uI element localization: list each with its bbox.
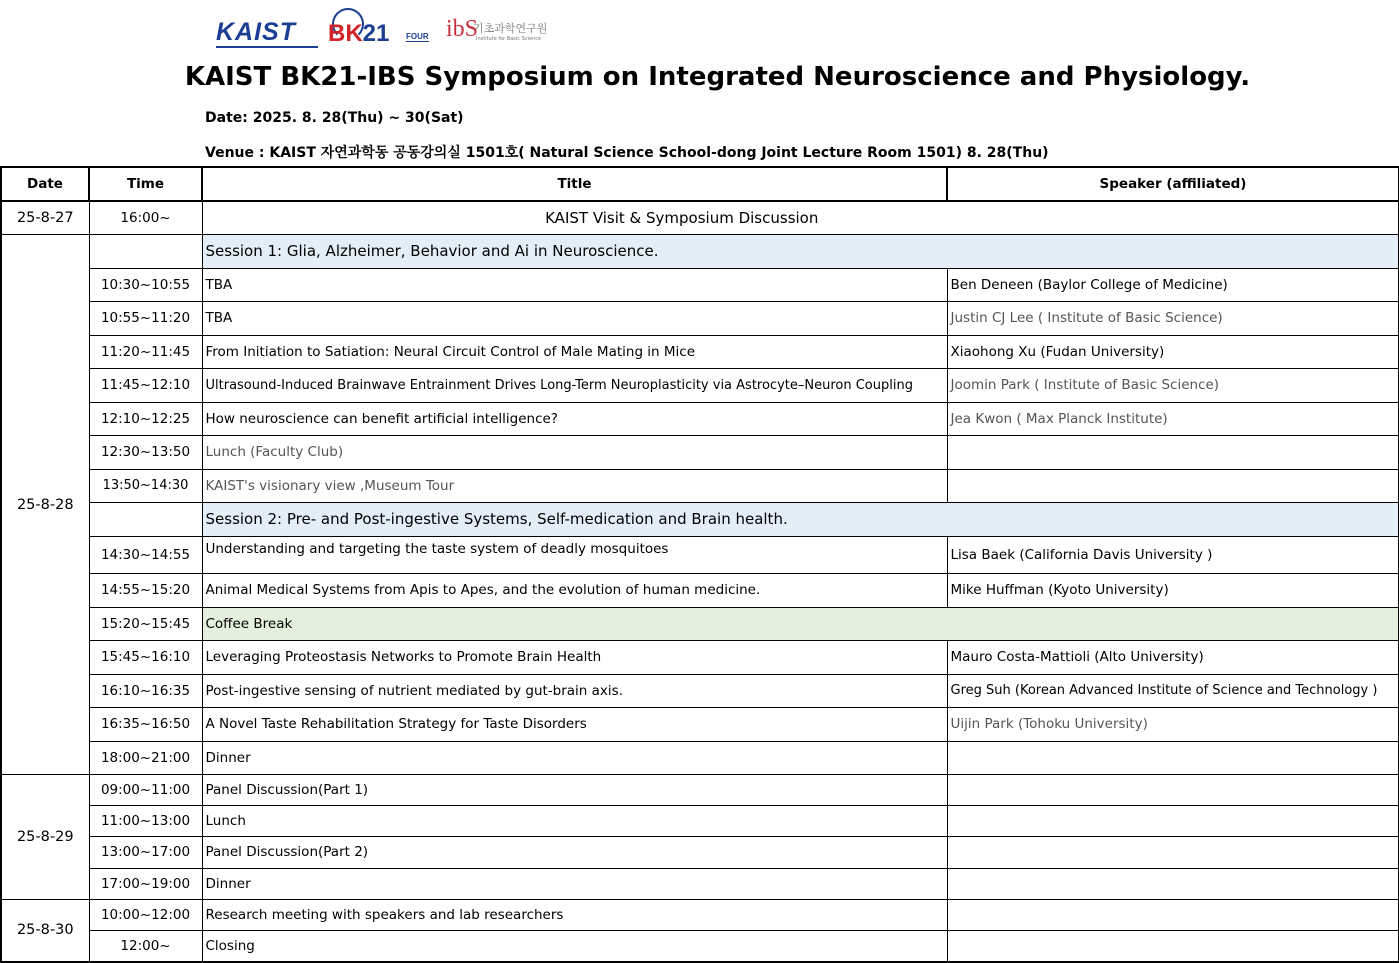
table-row xyxy=(1,930,1399,962)
title-cell: KAIST's visionary view ,Museum Tour xyxy=(202,469,947,503)
time-cell: 09:00~11:00 xyxy=(89,775,202,806)
table-row xyxy=(1,574,1399,608)
speaker-cell xyxy=(947,775,1399,806)
speaker-cell xyxy=(947,930,1399,962)
session-row xyxy=(1,503,1399,537)
speaker-cell: Justin CJ Lee ( Institute of Basic Science) xyxy=(947,302,1399,336)
bk21-four-logo: BK21 FOUR xyxy=(328,8,428,48)
table-row xyxy=(1,708,1399,742)
header-title: Title xyxy=(202,167,947,201)
speaker-cell: Lisa Baek (California Davis University ) xyxy=(947,536,1399,574)
speaker-cell xyxy=(947,741,1399,775)
header-time: Time xyxy=(89,167,202,201)
table-row xyxy=(1,436,1399,470)
speaker-cell xyxy=(947,837,1399,868)
date-cell: 25-8-28 xyxy=(1,235,89,775)
table-row xyxy=(1,369,1399,403)
table-row xyxy=(1,837,1399,868)
table-row xyxy=(1,899,1399,930)
venue-line: Venue : KAIST 자연과학동 공동강의실 1501호( Natural Science School-dong Joint Lecture Room 1501) 8. 28(Thu) xyxy=(205,145,1049,161)
time-cell: 11:00~13:00 xyxy=(89,806,202,837)
speaker-cell xyxy=(947,868,1399,899)
title-cell: Dinner xyxy=(202,868,947,899)
session-title: Session 2: Pre- and Post-ingestive Systems, Self-medication and Brain health. xyxy=(202,503,1399,537)
date-cell: 25-8-30 xyxy=(1,899,89,962)
table-row xyxy=(1,402,1399,436)
title-cell: Coffee Break xyxy=(202,607,1399,641)
header-date: Date xyxy=(1,167,89,201)
session-row xyxy=(1,235,1399,269)
time-cell: 18:00~21:00 xyxy=(89,741,202,775)
time-cell: 12:00~ xyxy=(89,930,202,962)
time-cell: 11:45~12:10 xyxy=(89,369,202,403)
time-cell xyxy=(89,235,202,269)
table-row xyxy=(1,674,1399,708)
title-cell: KAIST Visit & Symposium Discussion xyxy=(202,201,1399,235)
title-cell: TBA xyxy=(202,268,947,302)
time-cell: 14:55~15:20 xyxy=(89,574,202,608)
speaker-cell xyxy=(947,806,1399,837)
table-row xyxy=(1,806,1399,837)
title-cell: Lunch xyxy=(202,806,947,837)
time-cell: 12:10~12:25 xyxy=(89,402,202,436)
time-cell: 13:00~17:00 xyxy=(89,837,202,868)
date-cell: 25-8-27 xyxy=(1,201,89,235)
speaker-cell: Uijin Park (Tohoku University) xyxy=(947,708,1399,742)
time-cell: 10:00~12:00 xyxy=(89,899,202,930)
title-cell: TBA xyxy=(202,302,947,336)
header-speaker: Speaker (affiliated) xyxy=(947,167,1399,201)
title-cell: Closing xyxy=(202,930,947,962)
time-cell: 16:35~16:50 xyxy=(89,708,202,742)
time-cell: 13:50~14:30 xyxy=(89,469,202,503)
table-row xyxy=(1,302,1399,336)
title-cell: How neuroscience can benefit artificial intelligence? xyxy=(202,402,947,436)
logo-bar: KAIST BK21 FOUR ibS 기초과학연구원 Institute for Basic Science xyxy=(216,6,556,48)
time-cell: 15:45~16:10 xyxy=(89,641,202,675)
coffee-row xyxy=(1,607,1399,641)
session-title: Session 1: Glia, Alzheimer, Behavior and Ai in Neuroscience. xyxy=(202,235,1399,269)
speaker-cell: Joomin Park ( Institute of Basic Science) xyxy=(947,369,1399,403)
time-cell: 16:00~ xyxy=(89,201,202,235)
speaker-cell: Xiaohong Xu (Fudan University) xyxy=(947,335,1399,369)
speaker-cell xyxy=(947,436,1399,470)
title-cell: Panel Discussion(Part 2) xyxy=(202,837,947,868)
title-cell: Understanding and targeting the taste system of deadly mosquitoes xyxy=(202,536,947,574)
header-row xyxy=(1,167,1399,201)
table-row xyxy=(1,268,1399,302)
time-cell: 11:20~11:45 xyxy=(89,335,202,369)
time-cell xyxy=(89,503,202,537)
table-row xyxy=(1,201,1399,235)
ibs-logo: ibS 기초과학연구원 Institute for Basic Science xyxy=(446,16,548,42)
speaker-cell xyxy=(947,469,1399,503)
speaker-cell: Ben Deneen (Baylor College of Medicine) xyxy=(947,268,1399,302)
speaker-cell: Greg Suh (Korean Advanced Institute of Science and Technology ) xyxy=(947,674,1399,708)
time-cell: 10:55~11:20 xyxy=(89,302,202,336)
table-row xyxy=(1,335,1399,369)
title-cell: Leveraging Proteostasis Networks to Promote Brain Health xyxy=(202,641,947,675)
title-cell: From Initiation to Satiation: Neural Circuit Control of Male Mating in Mice xyxy=(202,335,947,369)
table-row xyxy=(1,469,1399,503)
title-cell: A Novel Taste Rehabilitation Strategy for Taste Disorders xyxy=(202,708,947,742)
title-cell: Post-ingestive sensing of nutrient mediated by gut-brain axis. xyxy=(202,674,947,708)
speaker-cell: Mike Huffman (Kyoto University) xyxy=(947,574,1399,608)
page-title: KAIST BK21-IBS Symposium on Integrated Neuroscience and Physiology. xyxy=(184,62,1251,92)
time-cell: 14:30~14:55 xyxy=(89,536,202,574)
speaker-cell: Jea Kwon ( Max Planck Institute) xyxy=(947,402,1399,436)
table-row xyxy=(1,741,1399,775)
time-cell: 12:30~13:50 xyxy=(89,436,202,470)
title-cell: Ultrasound-Induced Brainwave Entrainment Drives Long-Term Neuroplasticity via Astrocyte–Neuron Coupling xyxy=(202,369,947,403)
title-cell: Dinner xyxy=(202,741,947,775)
table-row xyxy=(1,536,1399,574)
date-line: Date: 2025. 8. 28(Thu) ~ 30(Sat) xyxy=(205,110,464,126)
time-cell: 10:30~10:55 xyxy=(89,268,202,302)
time-cell: 16:10~16:35 xyxy=(89,674,202,708)
time-cell: 15:20~15:45 xyxy=(89,607,202,641)
table-row xyxy=(1,868,1399,899)
title-cell: Animal Medical Systems from Apis to Apes, and the evolution of human medicine. xyxy=(202,574,947,608)
table-row xyxy=(1,775,1399,806)
schedule-table xyxy=(0,166,1399,963)
title-cell: Lunch (Faculty Club) xyxy=(202,436,947,470)
time-cell: 17:00~19:00 xyxy=(89,868,202,899)
title-cell: Panel Discussion(Part 1) xyxy=(202,775,947,806)
table-row xyxy=(1,641,1399,675)
date-cell: 25-8-29 xyxy=(1,775,89,900)
speaker-cell: Mauro Costa-Mattioli (Alto University) xyxy=(947,641,1399,675)
speaker-cell xyxy=(947,899,1399,930)
title-cell: Research meeting with speakers and lab researchers xyxy=(202,899,947,930)
